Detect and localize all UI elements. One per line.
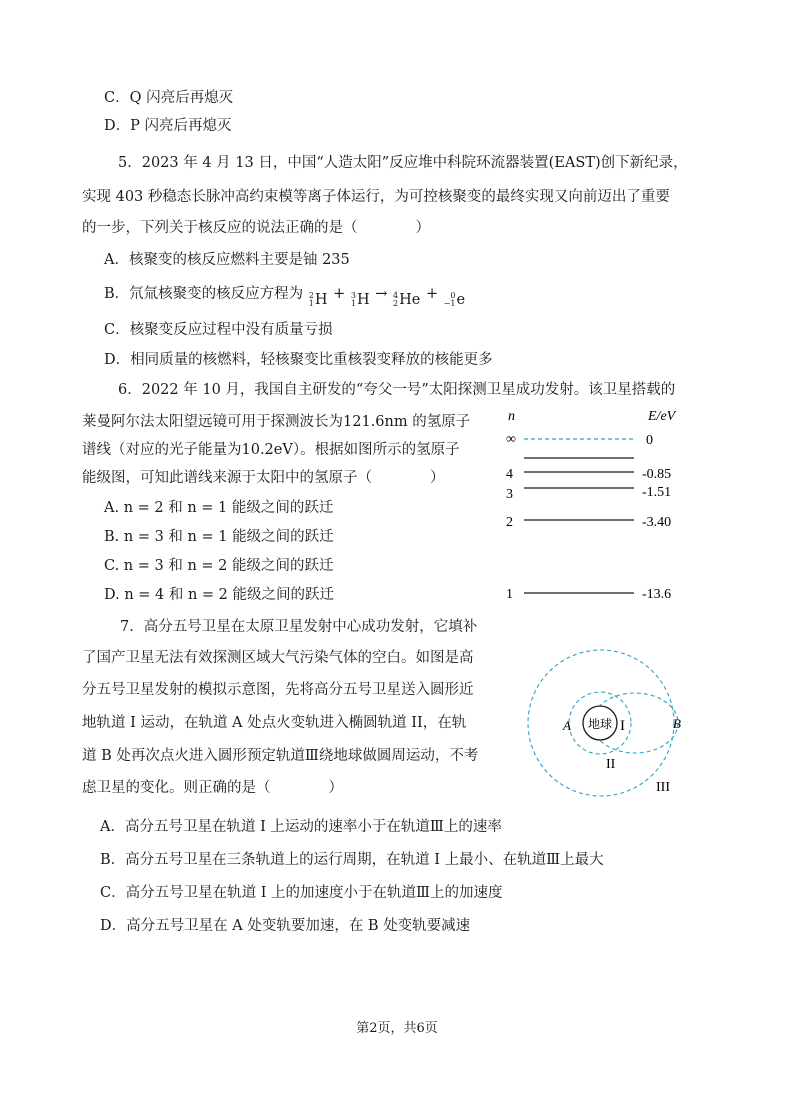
q5-option-a: A．核聚变的核反应燃料主要是铀 235: [104, 252, 350, 268]
diagram-n-header: n: [508, 409, 515, 424]
q6-option-a: A. n = 2 和 n = 1 能级之间的跃迁: [104, 500, 334, 516]
level-energy-1: -13.6: [642, 587, 672, 602]
q7-stem-line2: 了国产卫星无法有效探测区域大气污染气体的空白。如图是高: [82, 650, 474, 666]
level-label-2: 2: [506, 515, 513, 530]
level-energy-4: -0.85: [642, 467, 672, 482]
orbit-three-label: III: [656, 780, 670, 795]
point-b-label: B: [673, 716, 681, 731]
level-label-1: 1: [506, 587, 513, 602]
q5-option-b: B．氘氚核聚变的核反应方程为 2 1 H + 3 1 H → 4 2 He + 0 −1 e: [104, 286, 466, 308]
nuclide-electron: 0 −1 e: [443, 291, 466, 308]
satellite-orbit-diagram: [510, 648, 710, 798]
q6-option-d: D. n = 4 和 n = 2 能级之间的跃迁: [104, 587, 335, 603]
q7-option-a: A．高分五号卫星在轨道 I 上运动的速率小于在轨道Ⅲ上的速率: [100, 819, 502, 835]
q7-option-c: C．高分五号卫星在轨道 I 上的加速度小于在轨道Ⅲ上的加速度: [100, 885, 503, 901]
q7-stem-line4: 地轨道 I 运动，在轨道 A 处点火变轨进入椭圆轨道 II，在轨: [82, 715, 467, 731]
q5-option-d: D．相同质量的核燃料，轻核聚变比重核裂变释放的核能更多: [104, 352, 493, 368]
level-energy-3: -1.51: [642, 485, 672, 500]
q6-option-c: C. n = 3 和 n = 2 能级之间的跃迁: [104, 558, 334, 574]
q6-stem-line2: 莱曼阿尔法太阳望远镜可用于探测波长为121.6nm 的氢原子: [82, 414, 471, 430]
diagram-e-header: E/eV: [648, 409, 676, 424]
orbit-two-label: II: [606, 757, 616, 772]
q6-option-b: B. n = 3 和 n = 1 能级之间的跃迁: [104, 529, 334, 545]
point-a-label: A: [563, 718, 571, 733]
level-label-3: 3: [506, 487, 513, 502]
level-energy-infinity: 0: [646, 433, 653, 448]
q5-option-c: C．核聚变反应过程中没有质量亏损: [104, 322, 333, 338]
q7-option-d: D．高分五号卫星在 A 处变轨要加速，在 B 处变轨要减速: [100, 918, 471, 934]
orbit-one-label: I: [620, 718, 625, 734]
q5-stem-line1: 5．2023 年 4 月 13 日，中国“人造太阳”反应堆中科院环流器装置(EAST)创下新纪录，: [118, 155, 688, 171]
q7-stem-line1: 7．高分五号卫星在太原卫星发射中心成功发射，它填补: [120, 619, 478, 635]
nuclide-deuterium: 2 1 H: [308, 291, 328, 308]
q7-stem-line5: 道 B 处再次点火进入圆形预定轨道Ⅲ绕地球做圆周运动，不考: [82, 748, 479, 764]
hydrogen-energy-level-diagram: [498, 400, 698, 610]
level-label-4: 4: [506, 467, 513, 482]
q6-stem-line1: 6．2022 年 10 月，我国自主研发的“夸父一号”太阳探测卫星成功发射。该卫星搭载的: [118, 382, 676, 398]
q4-option-d: D．P 闪亮后再熄灭: [104, 118, 232, 134]
nuclide-tritium: 3 1 H: [350, 291, 370, 308]
page-footer: 第2页，共6页: [356, 1021, 438, 1036]
q7-stem-line3: 分五号卫星发射的模拟示意图，先将高分五号卫星送入圆形近: [82, 682, 474, 698]
q5-stem-line2: 实现 403 秒稳态长脉冲高约束模等离子体运行，为可控核聚变的最终实现又向前迈出了重要: [82, 189, 670, 205]
q7-option-b: B．高分五号卫星在三条轨道上的运行周期，在轨道 I 上最小、在轨道Ⅲ上最大: [100, 852, 604, 868]
q6-stem-line4: 能级图，可知此谱线来源于太阳中的氢原子（ ）: [82, 470, 445, 486]
earth-label: 地球: [587, 717, 613, 731]
q5-stem-line3: 的一步，下列关于核反应的说法正确的是（ ）: [82, 220, 430, 236]
level-label-infinity: ∞: [506, 432, 516, 447]
q7-stem-line6: 虑卫星的变化。则正确的是（ ）: [82, 780, 343, 796]
nuclide-helium: 4 2 He: [393, 291, 421, 308]
q4-option-c: C．Q 闪亮后再熄灭: [104, 90, 234, 106]
q6-stem-line3: 谱线（对应的光子能量为10.2eV）。根据如图所示的氢原子: [82, 442, 460, 458]
level-energy-2: -3.40: [642, 515, 672, 530]
